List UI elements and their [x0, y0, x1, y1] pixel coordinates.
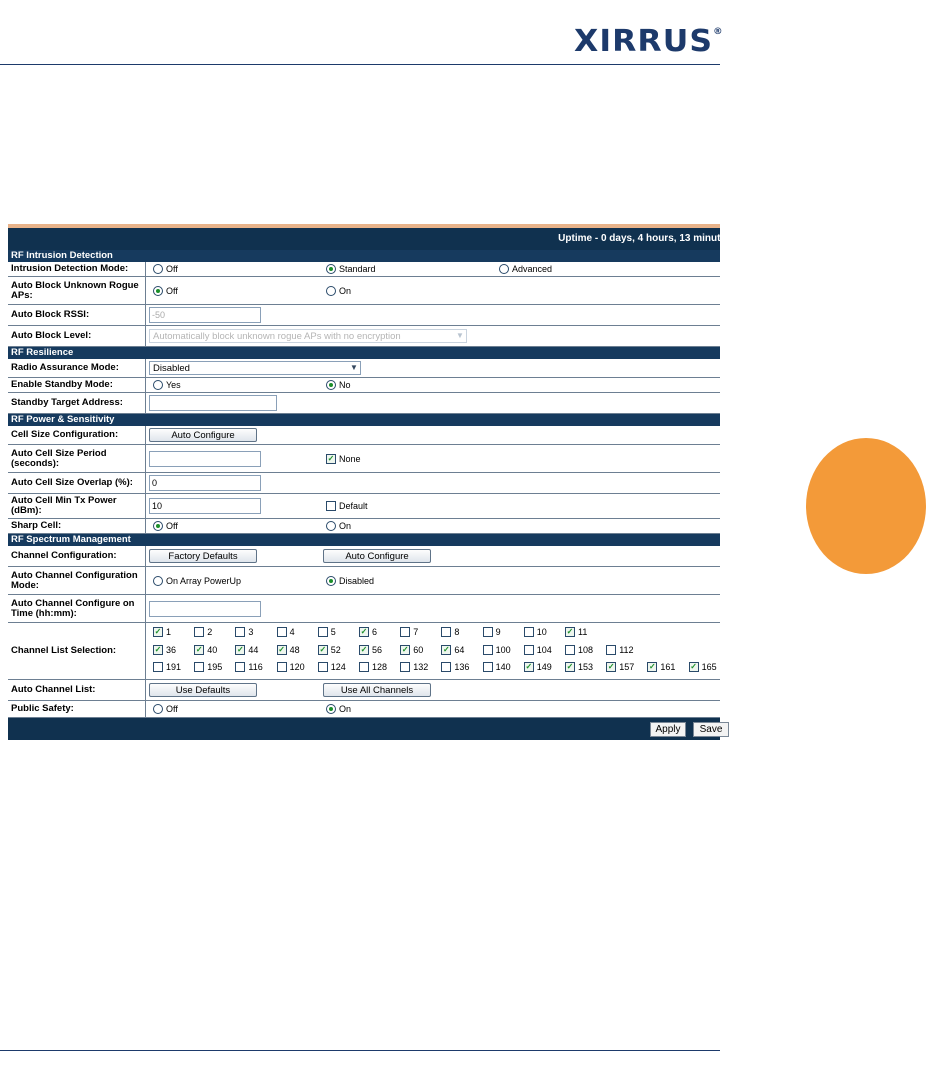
checkbox-empty-icon [606, 645, 616, 655]
channel-checkbox-60[interactable] [400, 645, 423, 655]
channel-number: 7 [413, 627, 419, 637]
checkmark-icon: ✓ [360, 645, 368, 654]
radio-standby-yes[interactable]: Yes [153, 380, 181, 390]
auto-channel-time-input[interactable] [149, 601, 261, 617]
chapter-tab-marker [806, 438, 926, 574]
row-auto-cell-size-overlap [8, 473, 720, 494]
channel-checkbox-9[interactable] [483, 627, 501, 637]
channel-checkbox-1[interactable] [153, 627, 171, 637]
channel-number: 165 [701, 662, 717, 672]
checkmark-icon: ✓ [237, 645, 244, 654]
auto-block-level-select[interactable]: Automatically block unknown rogue APs with no encryption ▼ [149, 329, 467, 343]
channel-number: 10 [536, 627, 547, 637]
cell-size-auto-configure-button[interactable]: Auto Configure [149, 428, 257, 442]
channel-checkbox-11[interactable] [565, 627, 587, 637]
checkbox-empty-icon [441, 662, 451, 672]
row-standby-target-address [8, 393, 720, 414]
radio-intrusion-off[interactable]: Off [153, 264, 178, 274]
channel-number: 2 [207, 627, 213, 637]
checkbox-empty-icon [400, 662, 410, 672]
xirrus-logo: XIRRUS® [574, 24, 724, 59]
channel-number: 44 [248, 645, 259, 655]
channel-checkbox-104[interactable] [524, 645, 552, 655]
channel-list-label: Channel List Selection: [8, 623, 146, 679]
channel-checkbox-grid [146, 623, 720, 679]
channel-number: 56 [372, 645, 383, 655]
checkbox-empty-icon [277, 662, 287, 672]
channel-checkbox-4[interactable] [277, 627, 295, 637]
radio-auto-block-off[interactable]: Off [153, 286, 178, 296]
radio-intrusion-advanced[interactable]: Advanced [499, 264, 552, 274]
checkbox-empty-icon [318, 662, 328, 672]
spectrum-auto-configure-button[interactable]: Auto Configure [323, 549, 431, 563]
channel-number: 8 [454, 627, 460, 637]
header-rule [0, 64, 720, 65]
radio-selected-icon [326, 576, 336, 586]
channel-configuration-label: Channel Configuration: [8, 546, 146, 566]
apply-button[interactable]: Apply [650, 722, 686, 737]
channel-checkbox-44[interactable] [235, 645, 258, 655]
row-sharp-cell [8, 519, 720, 534]
chevron-down-icon: ▼ [456, 331, 464, 340]
channel-checkbox-153[interactable] [565, 662, 593, 672]
radio-public-safety-off[interactable]: Off [153, 704, 178, 714]
channel-checkbox-36[interactable] [153, 645, 176, 655]
radio-selected-icon [326, 380, 336, 390]
radio-selected-icon [153, 286, 163, 296]
channel-number: 153 [578, 662, 594, 672]
radio-circle-icon [153, 264, 163, 274]
checkmark-icon: ✓ [360, 627, 368, 636]
checkbox-empty-icon [359, 662, 369, 672]
channel-number: 128 [372, 662, 388, 672]
channel-checkbox-2[interactable] [194, 627, 212, 637]
radio-sharp-on[interactable]: On [326, 521, 351, 531]
radio-selected-icon [153, 521, 163, 531]
channel-checkbox-195[interactable] [194, 662, 222, 672]
channel-checkbox-56[interactable] [359, 645, 382, 655]
checkbox-empty-icon [441, 627, 451, 637]
row-auto-cell-size-period [8, 445, 720, 473]
checkmark-icon: ✓ [319, 645, 327, 654]
channel-number: 132 [413, 662, 429, 672]
standby-target-label: Standby Target Address: [8, 393, 146, 413]
channel-checkbox-116[interactable] [235, 662, 262, 672]
channel-number: 104 [536, 645, 552, 655]
checkmark-icon: ✓ [195, 645, 203, 654]
channel-checkbox-165[interactable] [689, 662, 717, 672]
section-rf-intrusion-detection: RF Intrusion Detection [8, 250, 720, 262]
channel-checkbox-48[interactable] [277, 645, 300, 655]
checkmark-icon: ✓ [690, 662, 697, 671]
radio-selected-icon [326, 264, 336, 274]
channel-checkbox-5[interactable] [318, 627, 336, 637]
row-auto-block-level [8, 326, 720, 347]
channel-checkbox-6[interactable] [359, 627, 377, 637]
checkbox-empty-icon [524, 645, 534, 655]
row-enable-standby-mode [8, 378, 720, 393]
checkmark-icon: ✓ [649, 662, 656, 671]
channel-number: 48 [289, 645, 300, 655]
channel-number: 52 [330, 645, 341, 655]
channel-number: 136 [454, 662, 470, 672]
channel-number: 116 [248, 662, 263, 672]
radio-on-array-powerup[interactable]: On Array PowerUp [153, 576, 241, 586]
use-defaults-button[interactable]: Use Defaults [149, 683, 257, 697]
channel-number: 36 [166, 645, 177, 655]
channel-number: 108 [578, 645, 594, 655]
channel-number: 140 [495, 662, 511, 672]
radio-circle-icon [326, 521, 336, 531]
channel-number: 100 [495, 645, 511, 655]
channel-checkbox-7[interactable] [400, 627, 418, 637]
auto-block-level-label: Auto Block Level: [8, 326, 146, 346]
row-channel-list-selection [8, 623, 720, 680]
channel-number: 5 [330, 627, 336, 637]
channel-checkbox-64[interactable] [441, 645, 464, 655]
checkbox-empty-icon [194, 662, 204, 672]
checkbox-empty-icon [483, 645, 493, 655]
auto-channel-time-label: Auto Channel Configure on Time (hh:mm): [8, 595, 146, 622]
radio-standby-no[interactable]: No [326, 380, 351, 390]
channel-checkbox-157[interactable] [606, 662, 634, 672]
checkbox-empty-icon [483, 627, 493, 637]
row-radio-assurance-mode [8, 359, 720, 378]
channel-checkbox-120[interactable] [277, 662, 305, 672]
channel-checkbox-100[interactable] [483, 645, 511, 655]
checkbox-empty-icon [235, 662, 245, 672]
channel-number: 60 [413, 645, 424, 655]
min-tx-power-input[interactable]: 10 [149, 498, 261, 514]
radio-auto-block-on[interactable]: On [326, 286, 351, 296]
checkbox-empty-icon [326, 501, 336, 511]
radio-selected-icon [326, 704, 336, 714]
checkbox-empty-icon [277, 627, 287, 637]
auto-block-rssi-label: Auto Block RSSI: [8, 305, 146, 325]
checkmark-icon: ✓ [443, 645, 450, 654]
channel-number: 157 [619, 662, 635, 672]
channel-checkbox-149[interactable] [524, 662, 552, 672]
channel-checkbox-191[interactable] [153, 662, 181, 672]
row-auto-cell-min-tx-power [8, 494, 720, 519]
checkbox-empty-icon [153, 662, 163, 672]
standby-mode-label: Enable Standby Mode: [8, 378, 146, 392]
channel-checkbox-10[interactable] [524, 627, 547, 637]
row-auto-block-unknown [8, 277, 720, 305]
checkbox-empty-icon [483, 662, 493, 672]
channel-number: 4 [289, 627, 295, 637]
channel-number: 112 [619, 645, 634, 655]
auto-channel-mode-label: Auto Channel Configuration Mode: [8, 567, 146, 594]
auto-cell-period-label: Auto Cell Size Period (seconds): [8, 445, 146, 472]
auto-channel-list-label: Auto Channel List: [8, 680, 146, 700]
radio-assurance-select[interactable]: Disabled ▼ [149, 361, 361, 375]
row-public-safety [8, 701, 720, 718]
channel-number: 191 [166, 662, 182, 672]
channel-number: 120 [289, 662, 305, 672]
checkmark-icon: ✓ [327, 453, 335, 463]
checkbox-empty-icon [318, 627, 328, 637]
radio-circle-icon [153, 380, 163, 390]
checkbox-empty-icon [565, 645, 575, 655]
channel-checkbox-124[interactable] [318, 662, 346, 672]
channel-checkbox-140[interactable] [483, 662, 511, 672]
channel-checkbox-40[interactable] [194, 645, 217, 655]
rf-settings-panel [8, 224, 726, 776]
checkbox-min-tx-default[interactable]: Default [326, 501, 368, 511]
row-intrusion-detection-mode [8, 262, 720, 277]
checkbox-empty-icon [400, 627, 410, 637]
row-channel-configuration [8, 546, 720, 567]
checkmark-icon: ✓ [566, 662, 574, 671]
radio-circle-icon [153, 576, 163, 586]
checkmark-icon: ✓ [154, 627, 162, 636]
auto-cell-overlap-input[interactable]: 0 [149, 475, 261, 491]
channel-number: 195 [207, 662, 223, 672]
footer-bar [8, 718, 723, 740]
radio-intrusion-standard[interactable]: Standard [326, 264, 376, 274]
uptime-bar [8, 228, 726, 250]
section-rf-resilience: RF Resilience [8, 347, 720, 359]
checkmark-icon: ✓ [566, 627, 574, 636]
channel-number: 161 [660, 662, 676, 672]
auto-block-label: Auto Block Unknown Rogue APs: [8, 277, 146, 304]
channel-number: 64 [454, 645, 465, 655]
channel-number: 149 [536, 662, 552, 672]
checkbox-empty-icon [194, 627, 204, 637]
checkbox-period-none[interactable]: ✓ None [327, 453, 361, 464]
row-auto-channel-configuration-mode [8, 567, 720, 595]
channel-checkbox-3[interactable] [235, 627, 253, 637]
radio-circle-icon [499, 264, 509, 274]
radio-circle-icon [153, 704, 163, 714]
channel-checkbox-112[interactable] [606, 645, 633, 655]
channel-checkbox-52[interactable] [318, 645, 341, 655]
channel-number: 6 [372, 627, 378, 637]
checkmark-icon: ✓ [525, 662, 533, 671]
row-auto-channel-list [8, 680, 720, 701]
checkmark-icon: ✓ [607, 662, 615, 671]
channel-number: 11 [578, 627, 588, 637]
channel-number: 124 [330, 662, 346, 672]
standby-target-input[interactable] [149, 395, 277, 411]
checkmark-icon: ✓ [154, 645, 162, 654]
row-auto-channel-configure-time [8, 595, 720, 623]
intrusion-mode-label: Intrusion Detection Mode: [8, 262, 146, 276]
auto-cell-period-input[interactable] [149, 451, 261, 467]
radio-sharp-off[interactable]: Off [153, 521, 178, 531]
use-all-channels-button[interactable]: Use All Channels [323, 683, 431, 697]
save-button[interactable]: Save [693, 722, 729, 737]
channel-checkbox-136[interactable] [441, 662, 469, 672]
channel-number: 3 [248, 627, 254, 637]
checkbox-empty-icon [524, 627, 534, 637]
factory-defaults-button[interactable]: Factory Defaults [149, 549, 257, 563]
footer-rule [0, 1050, 720, 1051]
radio-assurance-label: Radio Assurance Mode: [8, 359, 146, 377]
sharp-cell-label: Sharp Cell: [8, 519, 146, 533]
channel-number: 9 [495, 627, 501, 637]
row-cell-size-configuration [8, 426, 720, 445]
section-rf-spectrum-management: RF Spectrum Management [8, 534, 720, 546]
channel-number: 40 [207, 645, 218, 655]
channel-checkbox-8[interactable] [441, 627, 459, 637]
row-auto-block-rssi [8, 305, 720, 326]
checkmark-icon: ✓ [278, 645, 285, 654]
uptime-text: Uptime - 0 days, 4 hours, 13 minute [558, 233, 726, 244]
section-rf-power-sensitivity: RF Power & Sensitivity [8, 414, 720, 426]
channel-checkbox-132[interactable] [400, 662, 428, 672]
channel-number: 1 [166, 627, 172, 637]
channel-checkbox-161[interactable] [647, 662, 675, 672]
public-safety-label: Public Safety: [8, 701, 146, 717]
channel-checkbox-108[interactable] [565, 645, 593, 655]
radio-auto-channel-disabled[interactable]: Disabled [326, 576, 374, 586]
checkbox-empty-icon [235, 627, 245, 637]
min-tx-power-label: Auto Cell Min Tx Power (dBm): [8, 494, 146, 518]
radio-public-safety-on[interactable]: On [326, 704, 351, 714]
chevron-down-icon: ▼ [350, 363, 358, 372]
auto-block-rssi-input[interactable]: -50 [149, 307, 261, 323]
cell-size-label: Cell Size Configuration: [8, 426, 146, 444]
checkmark-icon: ✓ [401, 645, 409, 654]
auto-cell-overlap-label: Auto Cell Size Overlap (%): [8, 473, 146, 493]
channel-checkbox-128[interactable] [359, 662, 387, 672]
radio-circle-icon [326, 286, 336, 296]
